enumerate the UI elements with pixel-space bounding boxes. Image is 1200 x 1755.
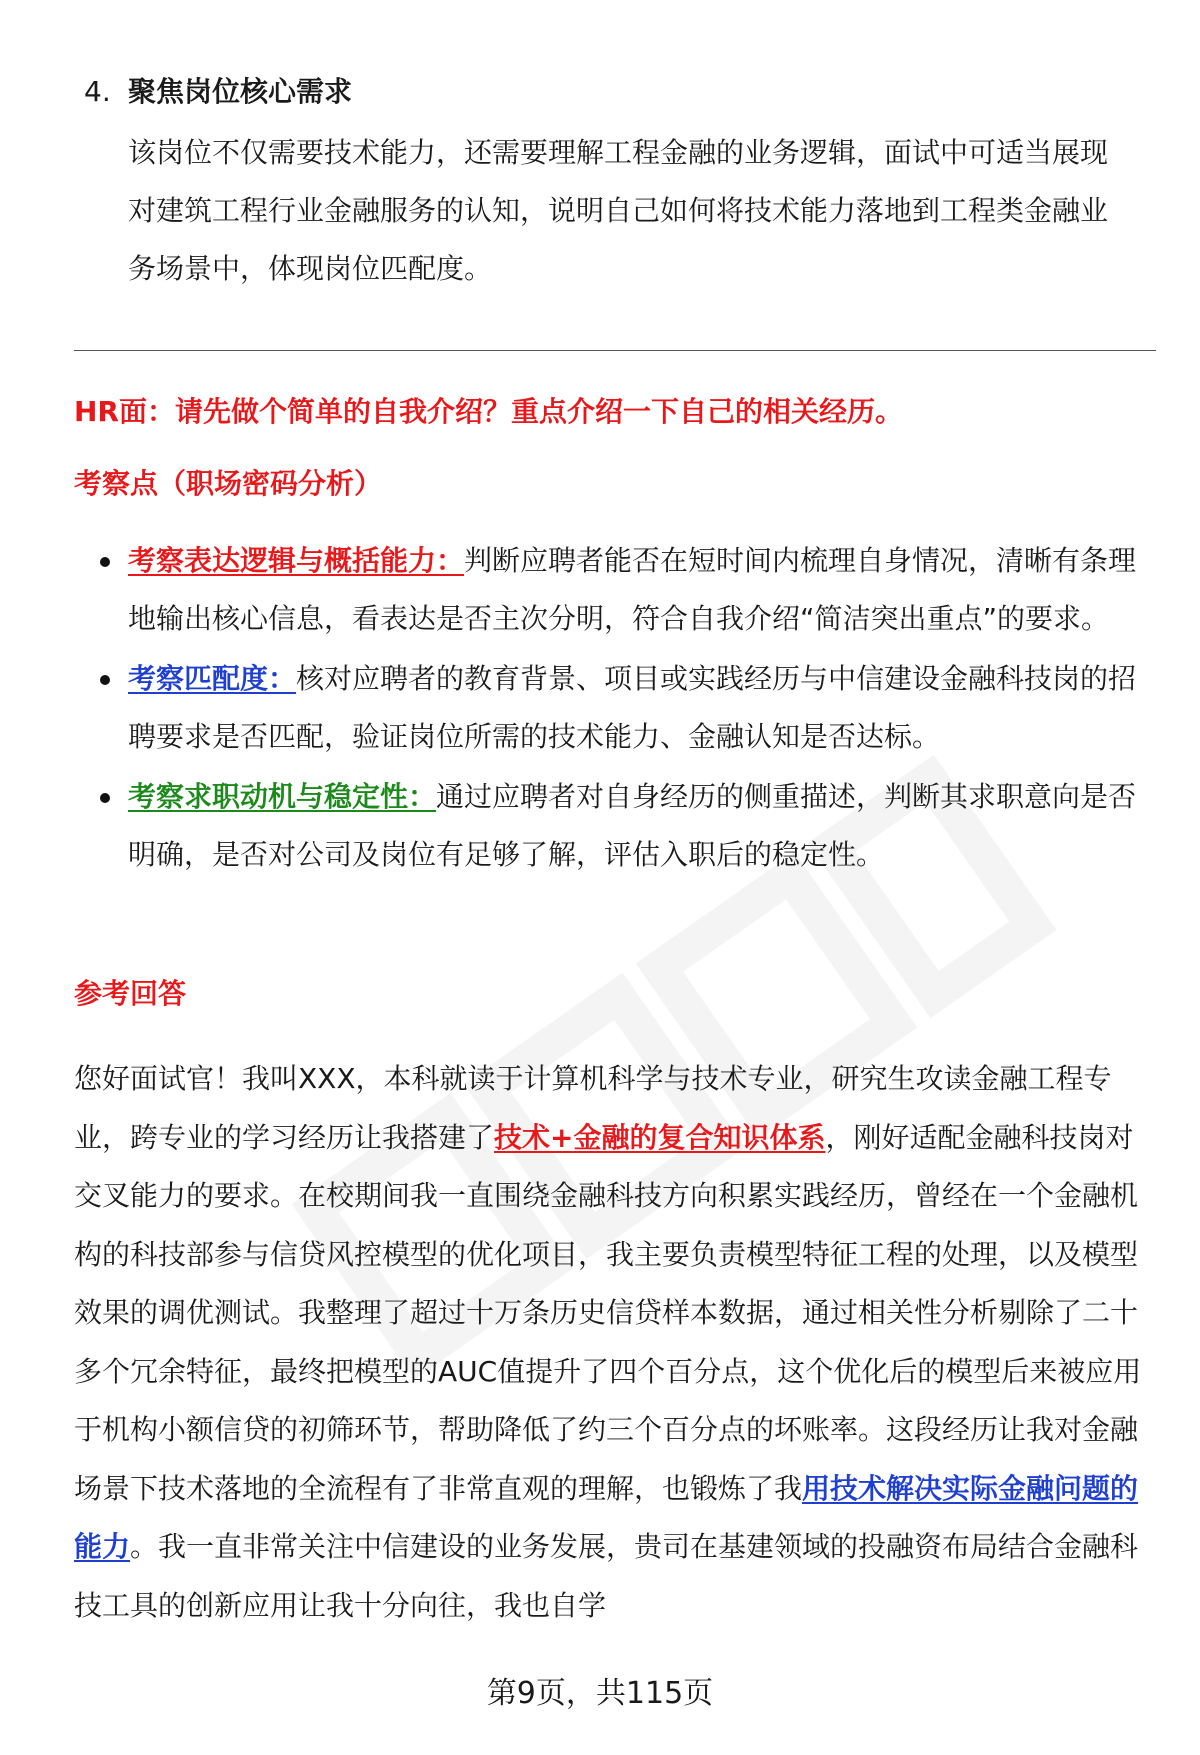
bullet-keyword: 考察匹配度： — [128, 662, 297, 695]
answer-text: 您好面试官！我叫XXX，本科就读于计算机科学与技术专业，研究生攻读金融工程专业，跨专业的学习经历让我搭建了 — [74, 1062, 1112, 1154]
bullet-text: 通过应聘者对自身经历的侧重描述，判断其求职意向是否明确，是否对公司及岗位有足够了解，评估入职后的稳定性。 — [128, 780, 1137, 871]
analysis-bullet-list — [74, 532, 1154, 886]
answer-highlight: 技术+金融的复合知识体系 — [494, 1120, 826, 1154]
bullet-dot-icon — [100, 675, 110, 685]
bullet-dot-icon — [100, 793, 110, 803]
list-item-title: 聚焦岗位核心需求 — [128, 75, 353, 108]
answer-paragraph — [74, 1050, 1156, 1635]
answer-highlight: 用技术解决实际金融问题的能力 — [74, 1471, 1139, 1563]
list-number: 4. — [84, 75, 111, 108]
bullet-text: 核对应聘者的教育背景、项目或实践经历与中信建设金融科技岗的招聘要求是否匹配，验证岗位所需的技术能力、金融认知是否达标。 — [128, 662, 1137, 753]
page-footer: 第9页，共115页 — [486, 1676, 714, 1711]
answer-text: 。我一直非常关注中信建设的业务发展，贵司在基建领域的投融资布局结合金融科技工具的创新应用让我十分向往，我也自学 — [74, 1530, 1139, 1622]
bullet-text: 判断应聘者能否在短时间内梳理自身情况，清晰有条理地输出核心信息，看表达是否主次分明，符合自我介绍“简洁突出重点”的要求。 — [128, 544, 1137, 635]
bullet-dot-icon — [100, 557, 110, 567]
list-item-body: 该岗位不仅需要技术能力，还需要理解工程金融的业务逻辑，面试中可适当展现对建筑工程行业金融服务的认知，说明自己如何将技术能力落地到工程类金融业务场景中，体现岗位匹配度。 — [128, 136, 1109, 285]
hr-question-heading: HR面：请先做个简单的自我介绍？重点介绍一下自己的相关经历。 — [74, 395, 903, 428]
section-divider — [74, 350, 1156, 351]
bullet-item — [74, 768, 1154, 884]
answer-heading: 参考回答 — [74, 977, 187, 1010]
bullet-keyword: 考察表达逻辑与概括能力： — [128, 544, 465, 577]
bullet-item — [74, 650, 1154, 766]
bullet-item — [74, 532, 1154, 648]
bullet-keyword: 考察求职动机与稳定性： — [128, 780, 437, 813]
analysis-heading: 考察点（职场密码分析） — [74, 467, 383, 500]
answer-text: ，刚好适配金融科技岗对交叉能力的要求。在校期间我一直围绕金融科技方向积累实践经历，曾经在一个金融机构的科技部参与信贷风控模型的优化项目，我主要负责模型特征工程的处理，以及模型效果的调优测试。我整理了超过十万条历史信贷样本数据，通过相关性分析剔除了二十多个冗余特征，最终把模型的AUC值提升了四个百分点，这个优化后的模型后来被应用于机构小额信贷的初筛环节，帮助降低了约三个百分点的坏账率。这段经历让我对金融场景下技术落地的全流程有了非常直观的理解，也锻炼了我 — [74, 1120, 1142, 1505]
